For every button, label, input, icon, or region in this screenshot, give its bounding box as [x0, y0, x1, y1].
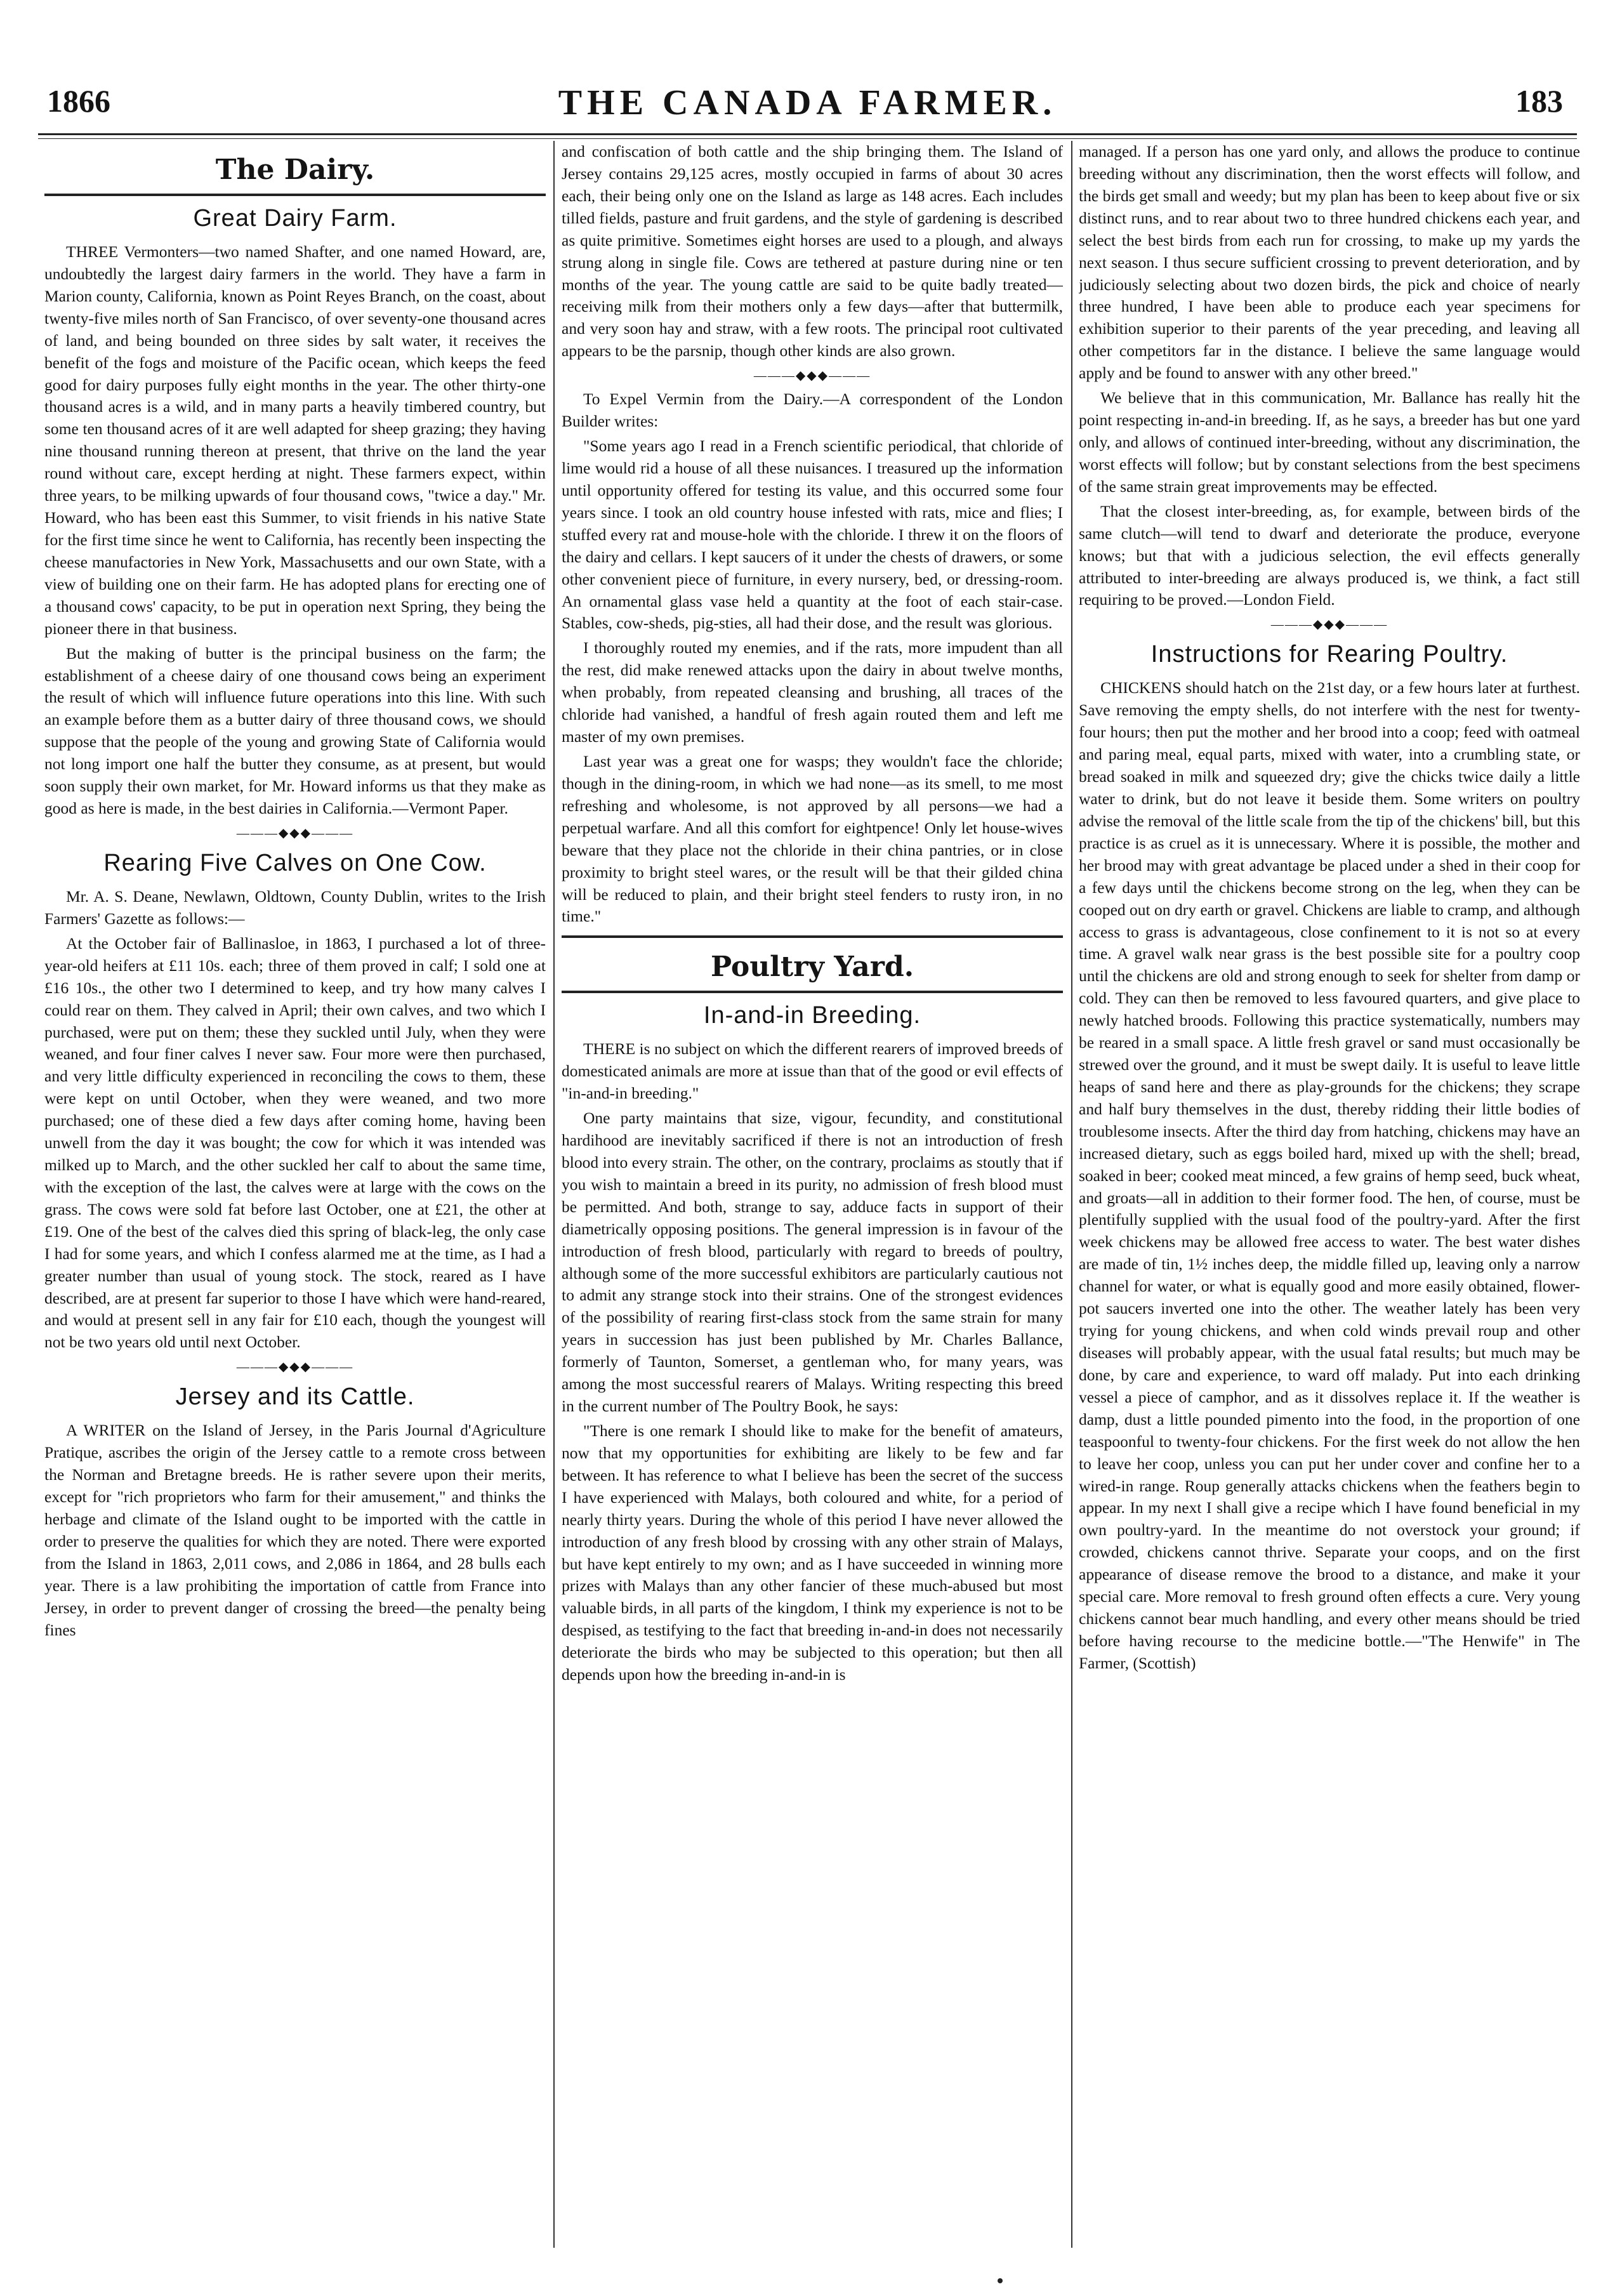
column-3	[1079, 141, 1580, 2248]
section-rule	[562, 991, 1063, 993]
article-paragraph: Last year was a great one for wasps; they wouldn't face the chloride; though in the dining-room, in which we had none—as its smell, to me most refreshing and wholesome, is not approved by all persons—we had a perpetual warfare. And all this comfort for eightpence! Only let house-wives beware that they place not the chloride in their china pantries, or in close proximity to bright steel wares, or the result will be that their gilded china will be reduced to plain, and their bright steel fenders to rusty iron, in no time."	[562, 751, 1063, 926]
column-divider	[553, 141, 555, 2248]
section-heading-poultry: Poultry Yard.	[710, 951, 914, 984]
article-title: Rearing Five Calves on One Cow.	[103, 849, 487, 876]
article-paragraph: THERE is no subject on which the different rearers of improved breeds of domesticated animals are more at issue than that of the good or evil effects of "in-and-in breeding."	[562, 1039, 1063, 1103]
article-paragraph: A WRITER on the Island of Jersey, in the Paris Journal d'Agriculture Pratique, ascribes the origin of the Jersey cattle to a remote cross between the Norman and Bretagne breeds. He is rather severe upon their merits, except for "rich proprietors who farm for their amusement," and thinks the herbage and climate of the Island ought to be imported with the cattle in order to preserve the qualities for which they are noted. There were exported from the Island in 1863, 2,011 cows, and 2,086 in 1864, and 28 bulls each year. There is a law prohibiting the importation of cattle from France into Jersey, in order to prevent danger of crossing the breed—the penalty being fines	[44, 1421, 546, 1639]
article-paragraph: "There is one remark I should like to make for the benefit of amateurs, now that my opportunities for exhibiting are likely to be few and far between. It has reference to what I believe has been the secret of the success I have experienced with Malays, both coloured and white, for a period of nearly thirty years. During the whole of this period I have never allowed the introduction of any fresh blood by crossing with any other strain of Malays, but have kept entirely to my own; and as I have succeeded in winning more prizes with Malays than any other fancier of these much-abused but most valuable birds, in all parts of the kingdom, I think my experience is not to be despised, as testifying to the fact that breeding in-and-in does not necessarily deteriorate the birds who may be subjected to this operation; but then all depends upon how the breeding in-and-in is	[562, 1422, 1063, 1684]
article-title: Instructions for Rearing Poultry.	[1150, 641, 1508, 668]
article-paragraph: CHICKENS should hatch on the 21st day, or a few hours later at furthest. Save removing the empty shells, do not interfere with the nest for twenty-four hours; then put the mother and her brood into a coop; feed with oatmeal and paring meal, equal parts, mixed with water, into a crumbling state, or bread soaked in milk and squeezed dry; give the chicks twice daily a little water to drink, but do not leave it beside them. Some writers on poultry advise the removal of the little scale from the tip of the chickens' bill, but this practice is as cruel as it is unnecessary. Where it is possible, the mother and her brood may with great advantage be placed under a shed in their coop for a few days until the chickens become strong on the leg, when they can be cooped out on dry earth or gravel. Chickens are liable to cramp, and although access to grass is advantageous, close confinement to it is not so at every time. A gravel walk near grass is the best possible site for a poultry coop until the chickens are old and strong enough to seek for shelter from damp or cold. They can then be removed to less favoured quarters, and give place to newly hatched broods. Following this practice systematically, numbers may be reared in a small space. A little fresh gravel or sand must occasionally be strewed over the ground, and it must be swept daily. It is useful to leave little heaps of sand here and there as play-grounds for the chickens; they scrape and half bury themselves in the dust, thereby ridding their little bodies of troublesome insects. After the third day from hatching, chickens may have an increased dietary, such as eggs boiled hard, mixed up with the shell; bread, soaked in beer; cooked meat minced, a few grains of hemp seed, buck wheat, and groats—all in addition to their former food. The hen, of course, must be plentifully supplied with the usual food of the poultry-yard. After the first week chickens may be allowed free access to water. The best water dishes are made of tin, 1½ inches deep, the middle filled up, leaving only a narrow channel for water, or what is equally good and more easily obtained, flower-pot saucers inverted one into the other. The weather lately has been very trying for young chickens, and when cold winds prevail roup and other diseases will probably appear, with the usual fatal results; but much may be done, by care and experience, to ward off malady. Put into each drinking vessel a piece of camphor, and as it dissolves replace it. If the weather is damp, dust a little pounded pimento into the food, in the proportion of one teaspoonful to twenty-four chickens. For the first week do not allow the hen to leave her coop, unless you can put her under cover and confine her to a wired-in range. Roup generally attacks chickens when the feathers begin to appear. In my next I shall give a recipe which I have found beneficial in my own poultry-yard. In the meantime do not overstock your ground; if crowded, chickens cannot thrive. Separate your coops, and on the first appearance of disease remove the brood to a distance, and make it your special care. More removal to fresh ground often effects a cure. Very young chickens cannot bear much handling, and every other means should be tried before having recourse to the medicine bottle.—"The Henwife" in The Farmer, (Scottish)	[1079, 678, 1580, 1672]
article-paragraph: Mr. A. S. Deane, Newlawn, Oldtown, County Dublin, writes to the Irish Farmers' Gazette as follows:—	[44, 887, 546, 928]
ornament-divider: ———◆◆◆———	[753, 369, 871, 383]
section-rule	[44, 194, 546, 196]
article-title: Jersey and its Cattle.	[175, 1383, 415, 1411]
ornament-divider: ———◆◆◆———	[236, 826, 354, 840]
article-paragraph: At the October fair of Ballinasloe, in 1863, I purchased a lot of three-year-old heifers at £11 10s. each; three of them proved in calf; I sold one at £16 10s., the other two I determined to keep, and try how many calves I could rear on them. They calved in April; their own calves, and two which I purchased, were put on them; these they suckled until July, when they were weaned, and four finer calves I never saw. Four more were then purchased, and very little difficulty experienced in reconciling the cows to them, these were kept on until October, when they were weaned, and two more purchased; one of these died a few days after coming home, having been unwell from the day it was bought; the cow for which it was intended was milked up to March, and the other suckled her calf to about the same time, with the exception of the last, the calves were at large with the cows on the grass. The cows were sold fat before last October, one at £21, the other at £19. One of the best of the calves died this spring of black-leg, the only case I had for some years, and which I confess alarmed me at the time, as I had a greater number than usual of young stock. The stock, reared as I have described, are at present far superior to those I have which were hand-reared, and would at present sell in any fair for £10 each, though the youngest will not be two years old until next October.	[44, 934, 546, 1352]
column-1	[44, 141, 546, 2248]
section-heading-dairy: The Dairy.	[215, 154, 375, 186]
masthead-title: THE CANADA FARMER.	[558, 83, 1057, 122]
article-paragraph: That the closest inter-breeding, as, for example, between birds of the same clutch—will tend to dwarf and deteriorate the produce, everyone knows; but that with a judicious selection, the evil effects generally attributed to inter-breeding are always produced is, we think, a fact still requiring to be proved.—London Field.	[1079, 501, 1580, 609]
page-number: 183	[1515, 83, 1563, 119]
article-paragraph: We believe that in this communication, Mr. Ballance has really hit the point respecting in-and-in breeding. If, as he says, a breeder has but one yard only, and allows of continued inter-breeding, without any discrimination, the worst effects will follow; but by constant selections from the best specimens of the same strain great improvements may be effected.	[1079, 388, 1580, 496]
section-rule	[562, 935, 1063, 938]
ornament-divider: ———◆◆◆———	[1270, 617, 1388, 632]
article-paragraph: One party maintains that size, vigour, fecundity, and constitutional hardihood are inevitably sacrificed if there is not an introduction of fresh blood into every strain. The other, on the contrary, proclaims as stoutly that if you wish to maintain a breed in its purity, no admission of fresh blood must be permitted. And both, strange to say, adduce facts in support of their diametrically opposing positions. The general impression is in favour of the introduction of fresh blood, particularly with regard to breeds of poultry, although some of the more successful exhibitors are particularly cautious not to admit any strange stock into their strains. One of the strongest evidences of the possibility of rearing first-class stock from the same strain for many years in succession has just been published by Mr. Charles Ballance, formerly of Taunton, Somerset, a gentleman who, for many years, was among the most successful rearers of Malays. Writing respecting this breed in the current number of The Poultry Book, he says:	[562, 1109, 1063, 1416]
page-mark	[998, 2278, 1003, 2283]
article-paragraph: To Expel Vermin from the Dairy.—A correspondent of the London Builder writes:	[562, 390, 1063, 431]
issue-year: 1866	[47, 83, 110, 119]
article-paragraph: "Some years ago I read in a French scientific periodical, that chloride of lime would rid a house of all these nuisances. I treasured up the information until opportunity offered for testing its value, and this occurred some four years since. I took an old country house infested with rats, mice and flies; I stuffed every rat and mouse-hole with the chloride. I threw it on the floors of the dairy and cellars. I kept saucers of it under the chests of drawers, or some other convenient piece of furniture, in every nursery, bed, or dressing-room. An ornamental glass vase held a quantity at the foot of each stair-case. Stables, cow-sheds, pig-sties, all had their dose, and the result was glorious.	[562, 437, 1063, 633]
masthead	[38, 82, 1577, 127]
article-paragraph: managed. If a person has one yard only, and allows the produce to continue breeding without any discrimination, then the worst effects will follow, and the birds get small and weedy; but my plan has been to keep about five or six distinct runs, and to rear about two to three hundred chickens each year, and select the best birds from each run for crossing, to make up my yards the next season. I thus secure sufficient crossing to prevent deterioration, and by judiciously selecting about two dozen birds, the pick and choice of nearly three hundred, I have been able to produce each year specimens for exhibition superior to their parents of the year preceding, and leaving all other competitors far in the distance. I believe the same language would apply and be found to answer with any other breed."	[1079, 142, 1580, 383]
article-title: Great Dairy Farm.	[193, 205, 397, 232]
article-title: In-and-in Breeding.	[703, 1002, 921, 1029]
article-paragraph: I thoroughly routed my enemies, and if the rats, more impudent than all the rest, did make renewed attacks upon the dairy in about twelve months, when probably, from repeated cleansing and brushing, all traces of the chloride had vanished, a handful of fresh again routed them and left me master of my own premises.	[562, 638, 1063, 746]
ornament-divider: ———◆◆◆———	[236, 1360, 354, 1375]
article-paragraph: and confiscation of both cattle and the ship bringing them. The Island of Jersey contains 29,125 acres, mostly occupied in farms of about 30 acres each, their being only one on the Island as large as 148 acres. Each includes tilled fields, pasture and fruit gardens, and the style of gardening is described as quite primitive. Sometimes eight horses are used to a plough, and always strung along in single file. Cows are tethered at pasture during nine or ten months of the year. The young cattle are said to be quite badly treated—receiving milk from their mothers only a few days—after that buttermilk, and very soon hay and straw, with a few roots. The principal root cultivated appears to be the parsnip, though other kinds are also grown.	[562, 142, 1063, 360]
article-paragraph: THREE Vermonters—two named Shafter, and one named Howard, are, undoubtedly the largest dairy farmers in the world. They have a farm in Marion county, California, known as Point Reyes Branch, on the coast, about twenty-five miles north of San Francisco, of over seventy-one thousand acres of land, and being bounded on three sides by salt water, it receives the benefit of the fogs and moisture of the Pacific ocean, which keeps the feed good for dairy purposes fully eight months in the year. The other thirty-one thousand acres is a wild, and in many parts a heavily timbered country, but some ten thousand acres of it are well adapted for sheep grazing; they having nine thousand running thereon at present, that thrive on the land the year round without care, except herding at night. These farmers expect, within three years, to be milking upwards of four thousand cows, "twice a day." Mr. Howard, who has been east this Summer, to visit friends in his native State for the first time since he went to California, has recently been inspecting the cheese manufactories in New York, Massachusetts and our own State, with a view of building one on their farm. He has adopted plans for erecting one of a thousand cows' capacity, to be put in operation next Spring, they being the pioneer there in that business.	[44, 242, 546, 638]
masthead-rule	[38, 133, 1577, 139]
column-divider	[1071, 141, 1072, 2248]
column-2	[562, 141, 1063, 2248]
article-paragraph: But the making of butter is the principal business on the farm; the establishment of a cheese dairy of one thousand cows being an experiment the result of which will influence future operations into this line. With such an example before them as a butter dairy of three thousand cows, we should suppose that the people of the young and growing State of California would not long import one half the butter they consume, as at present, but would soon supply their own market, for Mr. Howard informs us that they make as good as here is made, in the best dairies in California.—Vermont Paper.	[44, 643, 546, 818]
